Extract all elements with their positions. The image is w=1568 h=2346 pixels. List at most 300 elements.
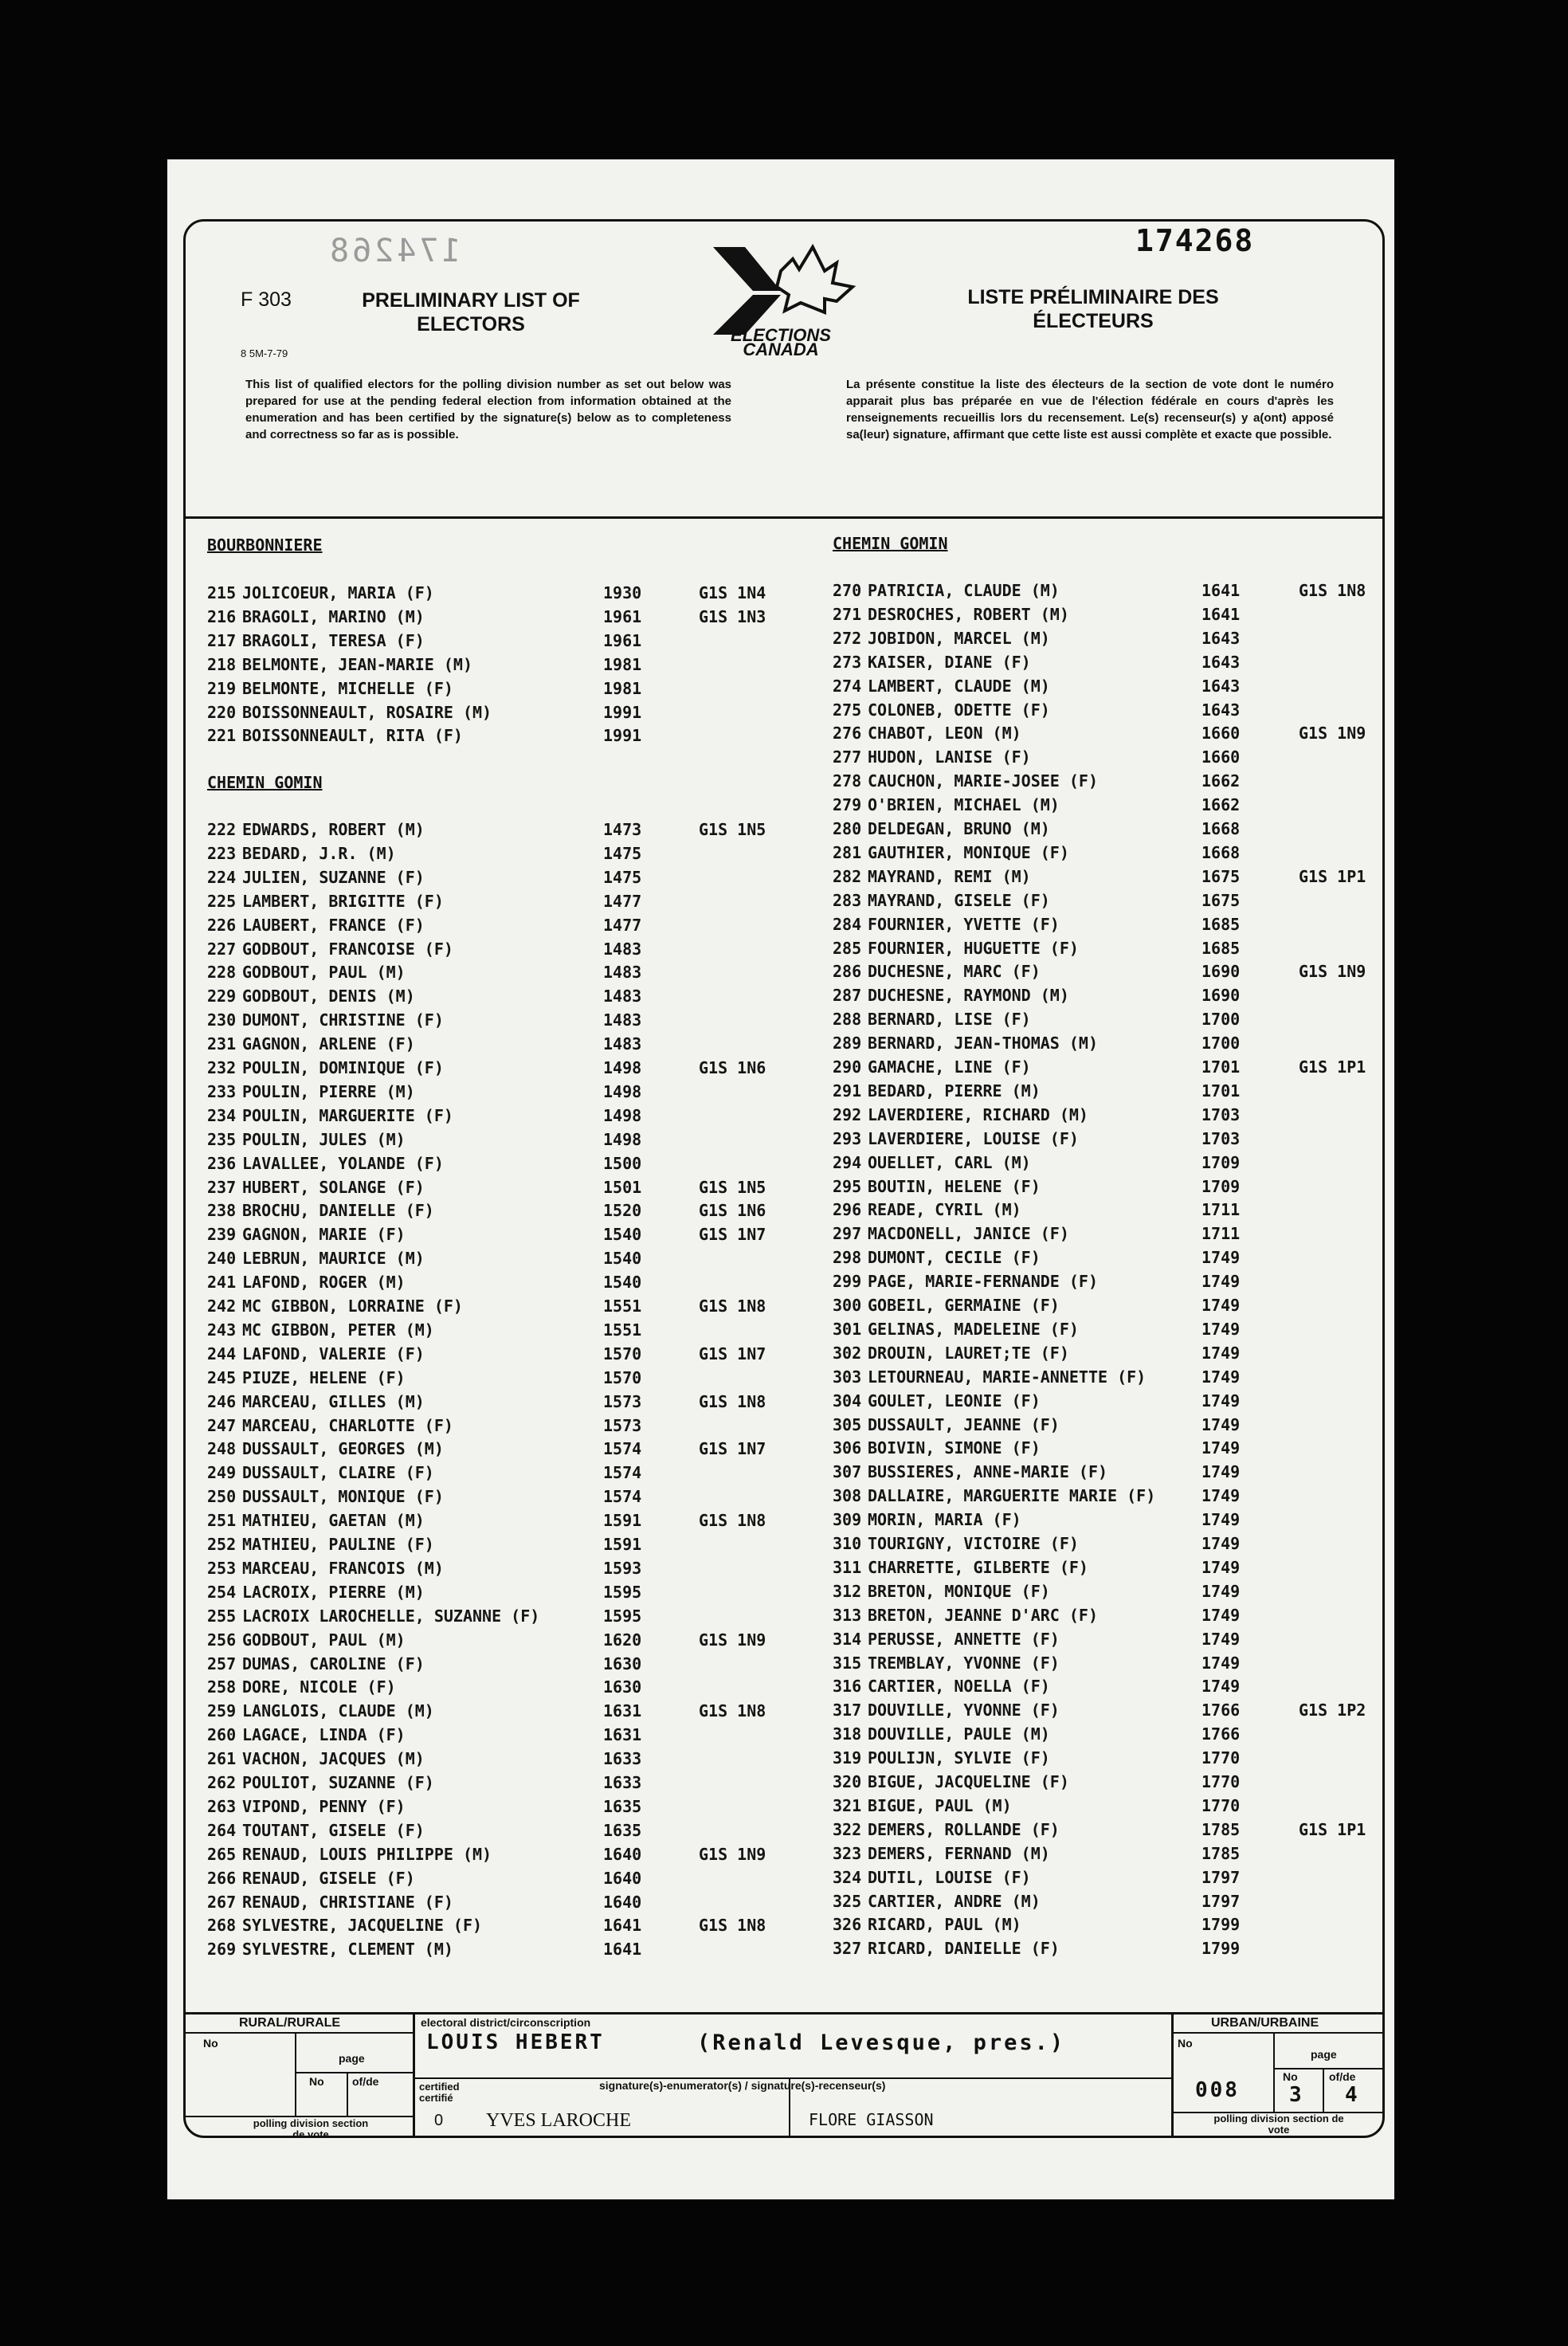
elector-address: 1641 <box>603 1940 642 1960</box>
elector-row <box>833 1654 1374 1677</box>
elector-address: 1620 <box>603 1630 642 1650</box>
rural-page-separator <box>347 2072 348 2116</box>
elector-name: VACHON, JACQUES (M) <box>242 1749 425 1769</box>
elector-name: DUSSAULT, CLAIRE (F) <box>242 1463 434 1483</box>
rural-page-label: page <box>339 2052 365 2065</box>
elector-name: DUMONT, CECILE (F) <box>868 1248 1041 1268</box>
elector-row <box>833 629 1374 653</box>
elector-number: 280 <box>833 819 862 838</box>
street-heading-chemin-gomin-right: CHEMIN GOMIN <box>833 534 948 553</box>
elector-number: 320 <box>833 1772 862 1791</box>
urban-separator <box>1273 2032 1275 2112</box>
elector-address: 1700 <box>1201 1010 1241 1030</box>
elector-row <box>833 747 1374 771</box>
form-number: F 303 <box>241 288 292 311</box>
elector-name: BRAGOLI, TERESA (F) <box>242 630 425 650</box>
elector-number: 307 <box>833 1462 862 1482</box>
elector-name: DEMERS, FERNAND (M) <box>868 1843 1050 1863</box>
elector-address: 1640 <box>603 1892 642 1912</box>
elector-address: 1574 <box>603 1439 642 1459</box>
elector-row <box>207 703 797 727</box>
elector-address: 1540 <box>603 1225 642 1245</box>
elector-number: 312 <box>833 1581 862 1601</box>
elector-address: 1749 <box>1201 1462 1241 1482</box>
elector-address: 1591 <box>603 1535 642 1554</box>
elector-row <box>207 1725 797 1749</box>
elector-number: 302 <box>833 1343 862 1363</box>
elector-number: 279 <box>833 795 862 815</box>
elector-name: DELDEGAN, BRUNO (M) <box>868 819 1050 838</box>
elector-address: 1668 <box>1201 842 1241 862</box>
logo-text-elections: ELECTIONS <box>731 325 831 345</box>
elections-canada-logo <box>705 239 857 359</box>
elector-name: FOURNIER, HUGUETTE (F) <box>868 938 1079 958</box>
elector-number: 313 <box>833 1605 862 1625</box>
elector-number: 277 <box>833 747 862 767</box>
elector-number: 325 <box>833 1891 862 1911</box>
elector-name: MATHIEU, PAULINE (F) <box>242 1535 434 1554</box>
elector-number: 217 <box>207 630 237 650</box>
elector-row <box>207 1106 797 1130</box>
elector-row <box>207 1154 797 1178</box>
elector-address: 1540 <box>603 1249 642 1269</box>
elector-postal-code: G1S 1N7 <box>699 1225 766 1245</box>
elector-number: 293 <box>833 1128 862 1148</box>
elector-name: POULIJN, SYLVIE (F) <box>868 1748 1050 1768</box>
elector-name: BEDARD, PIERRE (M) <box>868 1081 1041 1100</box>
elector-name: VIPOND, PENNY (F) <box>242 1796 406 1816</box>
elector-address: 1785 <box>1201 1819 1241 1839</box>
elector-name: MORIN, MARIA (F) <box>868 1510 1021 1530</box>
urban-page-number: 3 <box>1289 2083 1304 2107</box>
elector-row <box>207 1845 797 1869</box>
elector-row <box>833 771 1374 795</box>
elector-number: 301 <box>833 1319 862 1339</box>
elector-address: 1635 <box>603 1820 642 1840</box>
elector-row <box>207 1606 797 1630</box>
elector-address: 1749 <box>1201 1510 1241 1530</box>
urban-no-label-2: No <box>1283 2070 1298 2083</box>
elector-address: 1498 <box>603 1129 642 1149</box>
urban-of-label: of/de <box>1329 2070 1356 2083</box>
elector-postal-code: G1S 1P1 <box>1299 1057 1366 1077</box>
elector-row <box>207 1630 797 1654</box>
elector-number: 303 <box>833 1367 862 1387</box>
elector-name: CHABOT, LEON (M) <box>868 724 1021 743</box>
signature-enumerator-1: YVES LAROCHE <box>486 2110 632 2131</box>
elector-address: 1799 <box>1201 1915 1241 1935</box>
elector-name: BOISSONNEAULT, ROSAIRE (M) <box>242 702 492 722</box>
elector-number: 308 <box>833 1486 862 1506</box>
elector-row <box>833 1391 1374 1415</box>
elector-number: 318 <box>833 1724 862 1744</box>
elector-name: EDWARDS, ROBERT (M) <box>242 820 425 839</box>
elector-row <box>833 1367 1374 1391</box>
elector-row <box>207 1201 797 1225</box>
elector-number: 245 <box>207 1367 237 1387</box>
elector-number: 254 <box>207 1582 237 1602</box>
elector-address: 1500 <box>603 1153 642 1173</box>
elector-number: 223 <box>207 843 237 863</box>
elector-address: 1701 <box>1201 1057 1241 1077</box>
elector-name: BOUTIN, HELENE (F) <box>868 1176 1041 1196</box>
elector-name: KAISER, DIANE (F) <box>868 652 1031 672</box>
elector-address: 1551 <box>603 1297 642 1316</box>
elector-number: 230 <box>207 1010 237 1030</box>
rural-of-label: of/de <box>352 2075 379 2088</box>
elector-address: 1574 <box>603 1463 642 1483</box>
elector-name: DUMAS, CAROLINE (F) <box>242 1654 425 1673</box>
elector-row <box>207 1320 797 1344</box>
elector-row <box>207 940 797 963</box>
elector-postal-code: G1S 1N4 <box>699 583 766 602</box>
elector-number: 243 <box>207 1320 237 1340</box>
elector-address: 1690 <box>1201 962 1241 982</box>
elector-row <box>207 1749 797 1773</box>
elector-row <box>833 1105 1374 1129</box>
elector-name: BROCHU, DANIELLE (F) <box>242 1201 434 1221</box>
elector-postal-code: G1S 1N8 <box>699 1391 766 1411</box>
faded-stamp-number: 174268 <box>327 233 461 269</box>
elector-name: DUCHESNE, RAYMOND (M) <box>868 986 1069 1006</box>
elector-number: 263 <box>207 1796 237 1816</box>
elector-number: 285 <box>833 938 862 958</box>
elector-name: MAYRAND, REMI (M) <box>868 866 1031 886</box>
signature-enumerator-2: FLORE GIASSON <box>809 2110 934 2129</box>
elector-row <box>833 1558 1374 1582</box>
elector-address: 1711 <box>1201 1200 1241 1220</box>
elector-row <box>207 987 797 1010</box>
elector-address: 1631 <box>603 1701 642 1721</box>
elector-name: LAMBERT, CLAUDE (M) <box>868 676 1050 696</box>
elector-row <box>207 631 797 655</box>
elector-number: 261 <box>207 1749 237 1769</box>
elector-number: 317 <box>833 1701 862 1720</box>
elector-address: 1551 <box>603 1320 642 1340</box>
elector-row <box>207 916 797 940</box>
elector-name: GOULET, LEONIE (F) <box>868 1391 1041 1410</box>
elector-address: 1991 <box>603 702 642 722</box>
elector-postal-code: G1S 1N9 <box>699 1630 766 1650</box>
elector-row <box>207 892 797 916</box>
serial-number: 174268 <box>1135 223 1255 258</box>
elector-number: 298 <box>833 1248 862 1268</box>
elector-row <box>833 1344 1374 1367</box>
elector-name: BERNARD, JEAN-THOMAS (M) <box>868 1034 1098 1053</box>
elector-number: 299 <box>833 1272 862 1292</box>
elector-name: MATHIEU, GAETAN (M) <box>242 1511 425 1531</box>
elector-name: PIUZE, HELENE (F) <box>242 1367 406 1387</box>
elector-address: 1631 <box>603 1725 642 1745</box>
elector-address: 1483 <box>603 1034 642 1054</box>
elector-number: 274 <box>833 676 862 696</box>
elector-number: 327 <box>833 1939 862 1959</box>
elector-row <box>207 1559 797 1583</box>
elector-address: 1703 <box>1201 1128 1241 1148</box>
elector-address: 1749 <box>1201 1581 1241 1601</box>
elector-name: DUMONT, CHRISTINE (F) <box>242 1010 444 1030</box>
elector-name: TREMBLAY, YVONNE (F) <box>868 1653 1060 1673</box>
elector-row <box>207 1010 797 1034</box>
elector-name: PERUSSE, ANNETTE (F) <box>868 1629 1060 1649</box>
elector-number: 289 <box>833 1034 862 1053</box>
elector-number: 258 <box>207 1677 237 1697</box>
elector-address: 1930 <box>603 583 642 602</box>
elector-number: 253 <box>207 1558 237 1578</box>
elector-address: 1591 <box>603 1511 642 1531</box>
elector-row <box>833 1081 1374 1105</box>
elector-address: 1799 <box>1201 1939 1241 1959</box>
elector-name: LAFOND, VALERIE (F) <box>242 1344 425 1363</box>
certified-label: certified certifié <box>419 2081 460 2104</box>
elector-address: 1593 <box>603 1558 642 1578</box>
elector-row <box>207 1821 797 1845</box>
elector-number: 216 <box>207 606 237 626</box>
elector-row <box>833 1272 1374 1296</box>
elector-address: 1749 <box>1201 1319 1241 1339</box>
form-date-code: 8 5M-7-79 <box>241 347 288 359</box>
elector-address: 1660 <box>1201 747 1241 767</box>
elector-name: BRETON, MONIQUE (F) <box>868 1581 1050 1601</box>
elector-name: DORE, NICOLE (F) <box>242 1677 396 1697</box>
elector-address: 1700 <box>1201 1034 1241 1053</box>
elector-row <box>833 1748 1374 1772</box>
elector-row <box>207 1773 797 1797</box>
elector-number: 246 <box>207 1391 237 1411</box>
elector-name: RICARD, DANIELLE (F) <box>868 1939 1060 1959</box>
elector-address: 1477 <box>603 915 642 935</box>
elector-name: MAYRAND, GISELE (F) <box>868 890 1050 910</box>
elector-name: DALLAIRE, MARGUERITE MARIE (F) <box>868 1486 1156 1506</box>
elector-row <box>833 1868 1374 1892</box>
elector-number: 232 <box>207 1058 237 1077</box>
elector-row <box>207 679 797 703</box>
elector-row <box>833 1796 1374 1820</box>
elector-row <box>833 1224 1374 1248</box>
elector-address: 1766 <box>1201 1701 1241 1720</box>
elector-name: DOUVILLE, PAULE (M) <box>868 1724 1050 1744</box>
elector-address: 1749 <box>1201 1296 1241 1315</box>
elector-postal-code: G1S 1N8 <box>699 1297 766 1316</box>
elector-row <box>207 1392 797 1416</box>
rural-header-line <box>183 2032 413 2034</box>
elector-row <box>207 1439 797 1463</box>
elector-number: 244 <box>207 1344 237 1363</box>
elector-number: 281 <box>833 842 862 862</box>
elector-name: GAGNON, ARLENE (F) <box>242 1034 415 1054</box>
elector-number: 282 <box>833 866 862 886</box>
elector-row <box>833 724 1374 747</box>
elector-name: CHARRETTE, GILBERTE (F) <box>868 1557 1088 1577</box>
elector-row <box>207 820 797 844</box>
elector-row <box>207 1034 797 1058</box>
elector-number: 306 <box>833 1438 862 1458</box>
elector-row <box>833 1462 1374 1486</box>
elector-name: MARCEAU, GILLES (M) <box>242 1391 425 1411</box>
elector-name: READE, CYRIL (M) <box>868 1200 1021 1220</box>
elector-postal-code: G1S 1P1 <box>1299 866 1366 886</box>
elector-address: 1770 <box>1201 1772 1241 1791</box>
elector-address: 1675 <box>1201 890 1241 910</box>
elector-number: 240 <box>207 1249 237 1269</box>
elector-row <box>833 1010 1374 1034</box>
elector-row <box>207 1273 797 1297</box>
elector-name: DUSSAULT, MONIQUE (F) <box>242 1487 444 1507</box>
elector-number: 316 <box>833 1677 862 1697</box>
elector-name: TOUTANT, GISELE (F) <box>242 1820 425 1840</box>
rural-no-label: No <box>203 2037 218 2050</box>
district-name: LOUIS HEBERT <box>426 2030 605 2054</box>
elector-name: DUSSAULT, JEANNE (F) <box>868 1414 1060 1434</box>
elector-name: GODBOUT, PAUL (M) <box>242 963 406 983</box>
elector-row <box>833 1320 1374 1344</box>
elector-row <box>207 1654 797 1678</box>
elector-address: 1749 <box>1201 1605 1241 1625</box>
elector-name: LAFOND, ROGER (M) <box>242 1273 406 1293</box>
elector-address: 1749 <box>1201 1486 1241 1506</box>
elector-row <box>833 891 1374 915</box>
elector-row <box>833 1892 1374 1916</box>
elector-row <box>207 1797 797 1821</box>
elector-row <box>833 986 1374 1010</box>
elector-address: 1641 <box>603 1916 642 1936</box>
elector-number: 218 <box>207 654 237 674</box>
elector-number: 326 <box>833 1915 862 1935</box>
elector-address: 1643 <box>1201 700 1241 720</box>
elector-address: 1595 <box>603 1582 642 1602</box>
elector-number: 294 <box>833 1152 862 1172</box>
elector-row <box>207 583 797 607</box>
elector-name: BERNARD, LISE (F) <box>868 1010 1031 1030</box>
elector-row <box>207 1583 797 1606</box>
elector-name: POULIN, MARGUERITE (F) <box>242 1105 453 1125</box>
elector-address: 1662 <box>1201 771 1241 791</box>
elector-number: 276 <box>833 724 862 743</box>
elector-row <box>833 1582 1374 1606</box>
elector-number: 296 <box>833 1200 862 1220</box>
header-divider <box>183 516 1385 519</box>
elector-name: MARCEAU, CHARLOTTE (F) <box>242 1415 453 1435</box>
elector-address: 1749 <box>1201 1677 1241 1697</box>
elector-row <box>833 677 1374 700</box>
elector-number: 278 <box>833 771 862 791</box>
elector-name: BELMONTE, JEAN-MARIE (M) <box>242 654 472 674</box>
elector-address: 1690 <box>1201 986 1241 1006</box>
elector-name: O'BRIEN, MICHAEL (M) <box>868 795 1060 815</box>
elector-row <box>207 655 797 679</box>
elector-postal-code: G1S 1N7 <box>699 1344 766 1363</box>
elector-number: 273 <box>833 652 862 672</box>
urban-polling-label: polling division section de vote <box>1213 2113 1344 2136</box>
elector-row <box>207 1869 797 1893</box>
elector-postal-code: G1S 1N8 <box>699 1916 766 1936</box>
elector-name: GAUTHIER, MONIQUE (F) <box>868 842 1069 862</box>
elector-number: 234 <box>207 1105 237 1125</box>
urban-header-line <box>1171 2032 1385 2034</box>
elector-address: 1498 <box>603 1058 642 1077</box>
district-label: electoral district/circonscription <box>421 2016 591 2029</box>
elector-name: SYLVESTRE, JACQUELINE (F) <box>242 1916 483 1936</box>
elector-name: PATRICIA, CLAUDE (M) <box>868 581 1060 600</box>
elector-name: POULIN, PIERRE (M) <box>242 1081 415 1101</box>
elector-row <box>833 605 1374 629</box>
elector-address: 1675 <box>1201 866 1241 886</box>
elector-name: PAGE, MARIE-FERNANDE (F) <box>868 1272 1098 1292</box>
elector-address: 1540 <box>603 1273 642 1293</box>
elector-number: 251 <box>207 1511 237 1531</box>
elector-address: 1701 <box>1201 1081 1241 1100</box>
elector-row <box>833 1034 1374 1057</box>
elector-number: 236 <box>207 1153 237 1173</box>
elector-name: LAVALLEE, YOLANDE (F) <box>242 1153 444 1173</box>
elector-postal-code: G1S 1P1 <box>1299 1819 1366 1839</box>
elector-number: 269 <box>207 1940 237 1960</box>
elections-canada-logo-mark <box>705 239 857 359</box>
elector-row <box>207 1297 797 1320</box>
elector-address: 1797 <box>1201 1867 1241 1887</box>
elector-address: 1498 <box>603 1105 642 1125</box>
elector-address: 1643 <box>1201 652 1241 672</box>
elector-row <box>207 1511 797 1535</box>
elector-name: DUCHESNE, MARC (F) <box>868 962 1041 982</box>
elector-number: 288 <box>833 1010 862 1030</box>
elector-address: 1749 <box>1201 1367 1241 1387</box>
elector-row <box>207 1178 797 1202</box>
elector-address: 1641 <box>1201 581 1241 600</box>
elector-address: 1630 <box>603 1654 642 1673</box>
urban-page-label: page <box>1311 2048 1337 2061</box>
elector-name: LACROIX, PIERRE (M) <box>242 1582 425 1602</box>
elector-name: DEMERS, ROLLANDE (F) <box>868 1819 1060 1839</box>
urban-no-label: No <box>1178 2037 1193 2050</box>
elector-number: 239 <box>207 1225 237 1245</box>
elector-row <box>833 1724 1374 1748</box>
elector-postal-code: G1S 1N6 <box>699 1201 766 1221</box>
elector-name: LETOURNEAU, MARIE-ANNETTE (F) <box>868 1367 1147 1387</box>
elector-postal-code: G1S 1N9 <box>1299 962 1366 982</box>
elector-row <box>833 795 1374 819</box>
elector-address: 1685 <box>1201 938 1241 958</box>
elector-number: 265 <box>207 1844 237 1864</box>
elector-postal-code: G1S 1P2 <box>1299 1701 1366 1720</box>
elector-name: CARTIER, NOELLA (F) <box>868 1677 1050 1697</box>
elector-name: BUSSIERES, ANNE-MARIE (F) <box>868 1462 1108 1482</box>
elector-address: 1641 <box>1201 604 1241 624</box>
elector-number: 226 <box>207 915 237 935</box>
elector-row <box>833 1510 1374 1534</box>
elector-name: RICARD, PAUL (M) <box>868 1915 1021 1935</box>
elector-row <box>833 867 1374 891</box>
elector-number: 284 <box>833 914 862 934</box>
elector-postal-code: G1S 1N5 <box>699 820 766 839</box>
elector-address: 1660 <box>1201 724 1241 743</box>
elector-address: 1749 <box>1201 1534 1241 1553</box>
elector-name: BOISSONNEAULT, RITA (F) <box>242 726 463 746</box>
elector-number: 300 <box>833 1296 862 1315</box>
elector-postal-code: G1S 1N9 <box>1299 724 1366 743</box>
elector-number: 242 <box>207 1297 237 1316</box>
elector-row <box>833 700 1374 724</box>
elector-number: 295 <box>833 1176 862 1196</box>
elector-name: MACDONELL, JANICE (F) <box>868 1224 1069 1244</box>
elector-number: 220 <box>207 702 237 722</box>
elector-name: POULIOT, SUZANNE (F) <box>242 1773 434 1792</box>
elector-row <box>833 843 1374 867</box>
elector-row <box>833 1820 1374 1844</box>
elector-number: 286 <box>833 962 862 982</box>
elector-address: 1483 <box>603 1010 642 1030</box>
district-note: (Renald Levesque, pres.) <box>697 2030 1066 2055</box>
